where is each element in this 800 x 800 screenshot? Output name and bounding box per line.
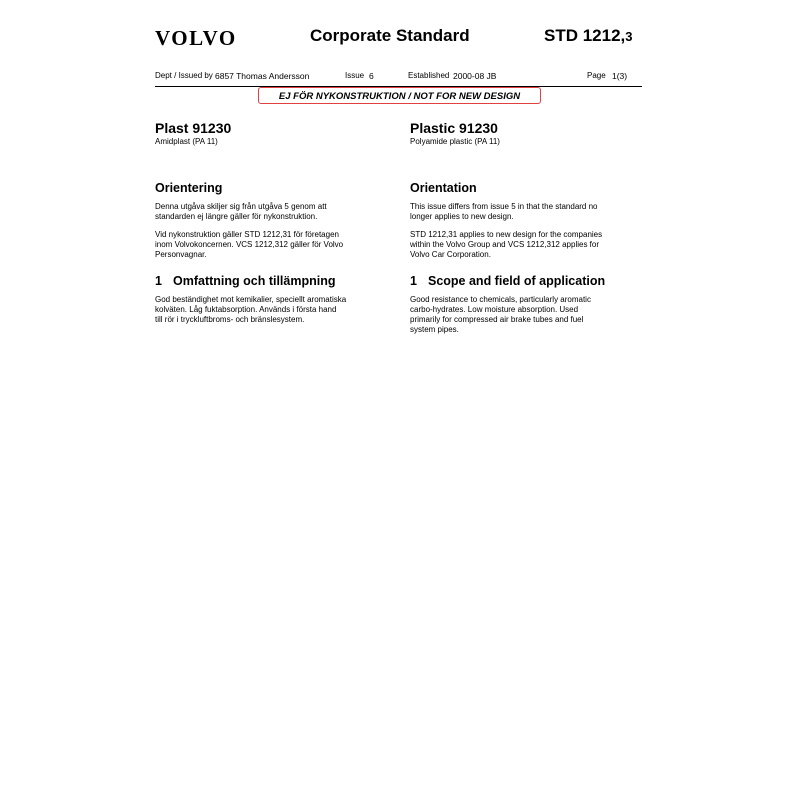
swedish-column: [155, 120, 390, 324]
section-number: 1: [410, 274, 417, 288]
established-value: 2000-08 JB: [453, 71, 497, 81]
dept-label: Dept / Issued by: [155, 71, 213, 80]
material-title: Plast 91230: [155, 120, 232, 136]
text-line: primarily for compressed air brake tubes and fuel: [410, 315, 584, 324]
scope-heading: [410, 274, 605, 288]
standard-number-main: STD 1212,: [544, 26, 626, 45]
text-line: standarden ej längre gäller för nykonstruktion.: [155, 212, 318, 221]
text-line: God beständighet mot kemikalier, speciellt aromatiska: [155, 295, 347, 304]
dept-value: 6857 Thomas Andersson: [215, 71, 310, 81]
material-title: Plastic 91230: [410, 120, 498, 136]
standard-number-suffix: 3: [625, 29, 633, 44]
material-subtitle: Amidplast (PA 11): [155, 137, 218, 146]
orientation-paragraph-2: [155, 230, 390, 260]
text-line: Good resistance to chemicals, particularly aromatic: [410, 295, 591, 304]
text-line: Denna utgåva skiljer sig från utgåva 5 genom att: [155, 202, 327, 211]
volvo-logo: VOLVO: [155, 26, 237, 50]
metadata-row: [155, 70, 642, 87]
text-line: This issue differs from issue 5 in that the standard no: [410, 202, 598, 211]
orientation-paragraph-1: [155, 202, 390, 222]
text-line: STD 1212,31 applies to new design for the companies: [410, 230, 603, 239]
document-header: [155, 24, 645, 50]
scope-heading-text: Omfattning och tillämpning: [173, 274, 336, 288]
scope-heading: [155, 274, 336, 288]
text-line: carbo-hydrates. Low moisture absorption. Used: [410, 305, 579, 314]
text-line: kolväten. Låg fuktabsorption. Används i första hand: [155, 305, 337, 314]
orientation-paragraph-2: [410, 230, 645, 260]
page-value: 1(3): [612, 71, 628, 81]
scope-paragraph: [410, 295, 645, 335]
text-line: inom Volvokoncernen. VCS 1212,312 gäller för Volvo: [155, 240, 344, 249]
scope-paragraph: [155, 295, 390, 325]
section-number: 1: [155, 274, 162, 288]
text-line: Volvo Car Corporation.: [410, 250, 491, 259]
standard-number: [544, 26, 633, 46]
text-line: within the Volvo Group and VCS 1212,312 applies for: [410, 240, 600, 249]
orientation-heading: Orientation: [410, 181, 477, 195]
scope-heading-text: Scope and field of application: [428, 274, 606, 288]
orientation-paragraph-1: [410, 202, 645, 222]
established-label: Established: [408, 71, 450, 80]
text-line: Personvagnar.: [155, 250, 207, 259]
issue-value: 6: [369, 71, 374, 81]
material-subtitle: Polyamide plastic (PA 11): [410, 137, 500, 146]
orientation-heading: Orientering: [155, 181, 223, 195]
text-line: system pipes.: [410, 325, 459, 334]
text-line: Vid nykonstruktion gäller STD 1212,31 för företagen: [155, 230, 339, 239]
issue-label: Issue: [345, 71, 365, 80]
text-line: longer applies to new design.: [410, 212, 514, 221]
text-line: till rör i tryckluftbroms- och bränslesystem.: [155, 315, 305, 324]
english-column: [410, 120, 645, 334]
not-for-new-design-banner: EJ FÖR NYKONSTRUKTION / NOT FOR NEW DESIGN: [258, 87, 541, 104]
document-type-title: Corporate Standard: [310, 26, 470, 45]
page-label: Page: [587, 71, 606, 80]
